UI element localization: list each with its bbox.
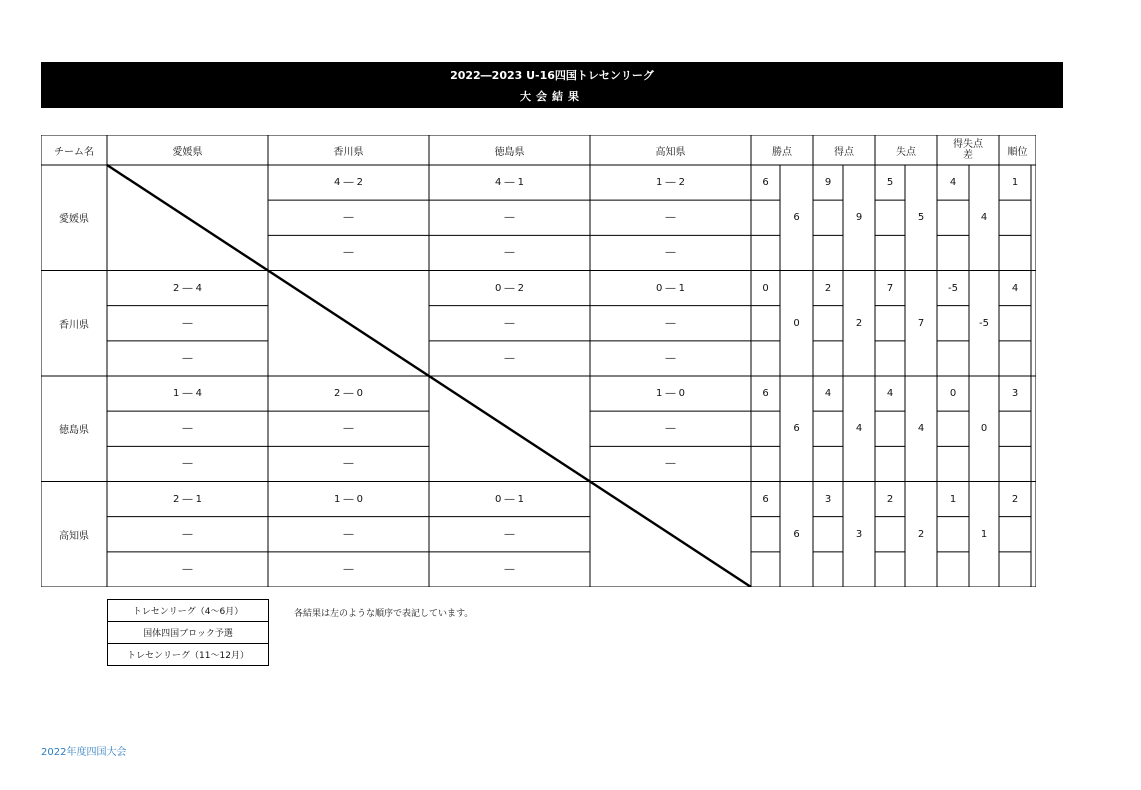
- header-opponent: 徳島県: [494, 146, 525, 158]
- match-result: ―: [343, 528, 354, 540]
- rank-value: 3: [1011, 388, 1019, 400]
- goals-for-total-value: 4: [855, 423, 863, 435]
- match-result: ―: [665, 317, 676, 329]
- points-sub-value: 0: [762, 282, 769, 294]
- match-result: 2 ― 4: [172, 282, 203, 294]
- goals-for-sub-value: 3: [824, 493, 832, 505]
- legend-note: 各結果は左のような順序で表記しています。: [294, 609, 474, 619]
- team-name: 高知県: [59, 530, 89, 542]
- match-result: ―: [504, 247, 515, 259]
- legend-row: トレセンリーグ（4～6月）: [107, 599, 269, 622]
- match-result: ―: [343, 423, 354, 435]
- header-goals-against: 失点: [896, 146, 916, 158]
- title-line-2: 大会結果: [520, 90, 584, 103]
- match-result: ―: [665, 423, 676, 435]
- goal-diff-total-value: 1: [980, 528, 988, 540]
- goals-against-sub-value: 2: [886, 493, 894, 505]
- match-result: 1 ― 0: [333, 493, 364, 505]
- goals-for-sub-value: 2: [824, 282, 832, 294]
- match-result: ―: [343, 458, 354, 470]
- match-result: ―: [504, 563, 515, 575]
- goals-against-total-value: 4: [917, 423, 925, 435]
- header-goals-for: 得点: [834, 146, 854, 158]
- match-result: ―: [182, 423, 193, 435]
- match-result: ―: [504, 352, 515, 364]
- match-result: ―: [182, 458, 193, 470]
- rank-value: 2: [1011, 493, 1019, 505]
- match-result: 4 ― 2: [333, 177, 364, 189]
- match-result: ―: [665, 458, 676, 470]
- goals-against-total-value: 7: [917, 317, 925, 329]
- header-opponent: 香川県: [333, 146, 364, 158]
- rank-value: 4: [1011, 282, 1019, 294]
- match-result: ―: [182, 528, 193, 540]
- match-result: ―: [665, 352, 676, 364]
- goal-diff-sub-value: 0: [949, 388, 957, 400]
- match-result: ―: [182, 563, 193, 575]
- header-opponent: 高知県: [655, 146, 686, 158]
- title-banner: [41, 62, 1063, 108]
- goal-diff-sub-value: 4: [949, 177, 957, 189]
- legend-row: トレセンリーグ（11～12月）: [107, 643, 269, 666]
- points-total-value: 6: [793, 212, 800, 224]
- match-result: ―: [504, 212, 515, 224]
- points-sub-value: 6: [762, 493, 769, 505]
- points-total-value: 0: [793, 317, 800, 329]
- points-sub-value: 6: [762, 388, 769, 400]
- match-result: 2 ― 0: [333, 388, 364, 400]
- match-result: 1 ― 4: [172, 388, 203, 400]
- team-name: 愛媛県: [59, 214, 89, 226]
- goal-diff-total-value: 4: [980, 212, 988, 224]
- match-result: 0 ― 2: [494, 282, 525, 294]
- header-rank: 順位: [1007, 146, 1028, 158]
- header-points: 勝点: [772, 146, 792, 158]
- points-sub-value: 6: [762, 177, 769, 189]
- goals-for-sub-value: 9: [824, 177, 832, 189]
- goals-for-sub-value: 4: [824, 388, 832, 400]
- team-name: 徳島県: [59, 425, 89, 437]
- match-result: ―: [343, 212, 354, 224]
- match-result: 1 ― 0: [655, 388, 686, 400]
- legend-box: [107, 599, 269, 668]
- title-line-1: 2022―2023 U-16四国トレセンリーグ: [450, 69, 654, 82]
- header-team: チーム名: [54, 146, 94, 158]
- goals-against-total-value: 2: [917, 528, 925, 540]
- goals-against-total-value: 5: [917, 212, 925, 224]
- goal-diff-sub-value: -5: [948, 282, 958, 294]
- match-result: 2 ― 1: [172, 493, 203, 505]
- match-result: 0 ― 1: [494, 493, 525, 505]
- legend-row: 国体四国ブロック予選: [107, 621, 269, 644]
- header-opponent: 愛媛県: [172, 146, 203, 158]
- match-result: ―: [343, 563, 354, 575]
- match-result: ―: [504, 528, 515, 540]
- goals-for-total-value: 2: [855, 317, 863, 329]
- footer-label: 2022年度四国大会: [41, 747, 127, 758]
- rank-value: 1: [1011, 177, 1019, 189]
- goals-against-sub-value: 4: [886, 388, 894, 400]
- goal-diff-total-value: -5: [979, 317, 989, 329]
- match-result: ―: [665, 247, 676, 259]
- goal-diff-total-value: 0: [980, 423, 988, 435]
- match-result: ―: [504, 317, 515, 329]
- goals-for-total-value: 3: [855, 528, 863, 540]
- goals-for-total-value: 9: [855, 212, 863, 224]
- goals-against-sub-value: 5: [886, 177, 894, 189]
- points-total-value: 6: [793, 528, 800, 540]
- results-table: [41, 135, 1036, 587]
- match-result: 0 ― 1: [655, 282, 686, 294]
- match-result: ―: [182, 352, 193, 364]
- match-result: ―: [343, 247, 354, 259]
- goal-diff-sub-value: 1: [949, 493, 957, 505]
- match-result: ―: [182, 317, 193, 329]
- team-name: 香川県: [59, 319, 89, 331]
- header-goal-diff: 得失点差: [953, 139, 983, 161]
- points-total-value: 6: [793, 423, 800, 435]
- match-result: 4 ― 1: [494, 177, 525, 189]
- match-result: 1 ― 2: [655, 177, 686, 189]
- goals-against-sub-value: 7: [886, 282, 894, 294]
- match-result: ―: [665, 212, 676, 224]
